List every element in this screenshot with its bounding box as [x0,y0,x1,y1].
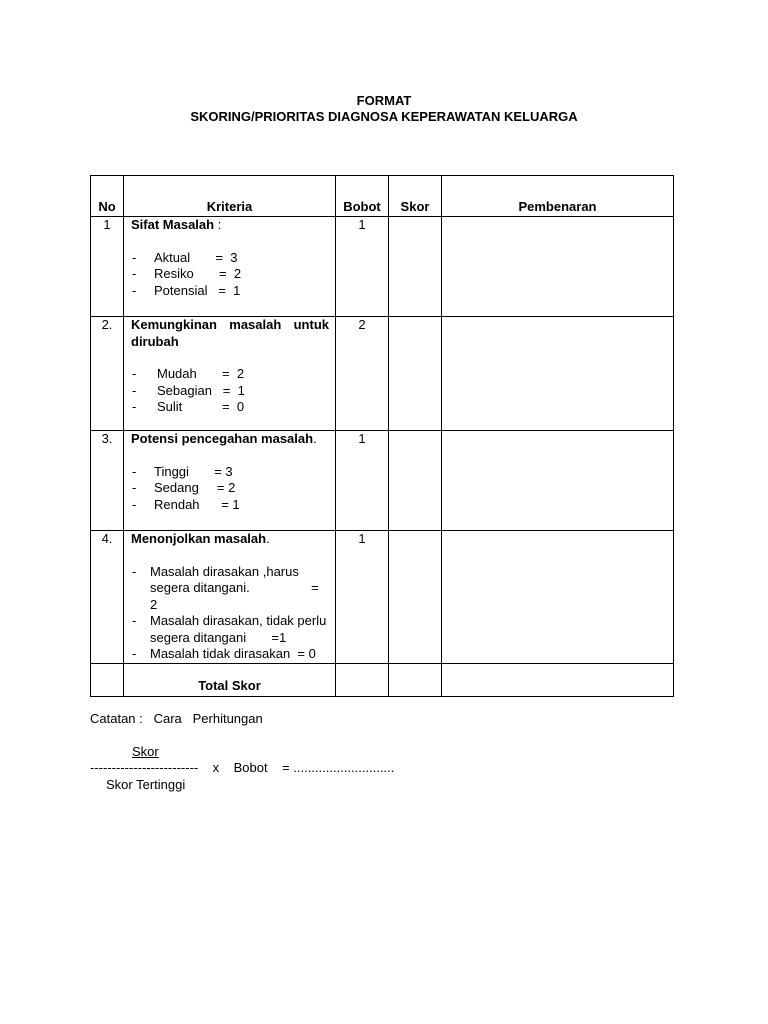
criteria-cell [124,531,336,664]
total-no-cell [91,663,124,696]
total-bobot-cell [336,663,389,696]
list-item: - Sebagian = 1 [131,383,329,400]
criteria-title: Sifat Masalah [131,217,215,232]
criteria-options [131,464,329,514]
list-item: - Masalah dirasakan ,harus segera ditangani. = 2 [131,564,329,614]
list-item: - Sulit = 0 [131,399,329,416]
criteria-title-suffix: : [214,217,222,232]
table-header-row [91,176,674,217]
header-pembenaran: Pembenaran [442,176,674,217]
list-item: - Tinggi = 3 [131,464,329,481]
skor-cell [389,431,442,531]
table-row [91,317,674,431]
list-item: - Aktual = 3 [131,250,329,267]
bobot-value: 1 [336,431,389,531]
document-subtitle: SKORING/PRIORITAS DIAGNOSA KEPERAWATAN KELUARGA [190,109,578,124]
scoring-table [90,175,674,697]
criteria-options [131,366,329,416]
criteria-cell [124,317,336,431]
header-bobot: Bobot [336,176,389,217]
criteria-options [131,250,329,300]
catatan-note: Catatan : Cara Perhitungan [90,711,263,726]
criteria-title: Potensi pencegahan masalah [131,431,314,446]
criteria-cell [124,431,336,531]
list-item: - Rendah = 1 [131,497,329,514]
criteria-title: Kemungkinan masalah untuk dirubah [131,317,329,349]
criteria-title-suffix: . [313,431,317,446]
criteria-heading [131,217,329,234]
header-skor: Skor [389,176,442,217]
criteria-cell [124,217,336,317]
row-number: 2. [91,317,124,431]
header-no: No [91,176,124,217]
header-kriteria: Kriteria [124,176,336,217]
criteria-title: Menonjolkan masalah [131,531,267,546]
pembenaran-cell [442,217,674,317]
list-item: - Resiko = 2 [131,266,329,283]
document-title: FORMAT [356,93,412,108]
list-item: - Potensial = 1 [131,283,329,300]
bobot-value: 2 [336,317,389,431]
row-number: 3. [91,431,124,531]
pembenaran-cell [442,317,674,431]
list-item: - Masalah dirasakan, tidak perlu segera ditangani =1 [131,613,329,646]
bobot-value: 1 [336,217,389,317]
criteria-heading [131,431,329,448]
pembenaran-cell [442,431,674,531]
formula-numerator: Skor [132,744,159,759]
list-item: - Sedang = 2 [131,480,329,497]
total-row [91,663,674,696]
table-row [91,431,674,531]
bobot-value: 1 [336,531,389,664]
formula-line: ------------------------- x Bobot = ............................ [90,760,395,775]
total-skor-cell [389,663,442,696]
total-label: Total Skor [124,663,336,696]
table-row [91,531,674,664]
table-row [91,217,674,317]
formula-denominator: Skor Tertinggi [106,777,186,792]
row-number: 4. [91,531,124,664]
row-number: 1 [91,217,124,317]
pembenaran-cell [442,531,674,664]
skor-cell [389,317,442,431]
list-item: - Mudah = 2 [131,366,329,383]
criteria-title-suffix: . [266,531,270,546]
list-item: - Masalah tidak dirasakan = 0 [131,646,329,663]
skor-cell [389,217,442,317]
skor-cell [389,531,442,664]
criteria-heading [131,531,329,548]
criteria-options [131,564,329,663]
total-pembenaran-cell [442,663,674,696]
